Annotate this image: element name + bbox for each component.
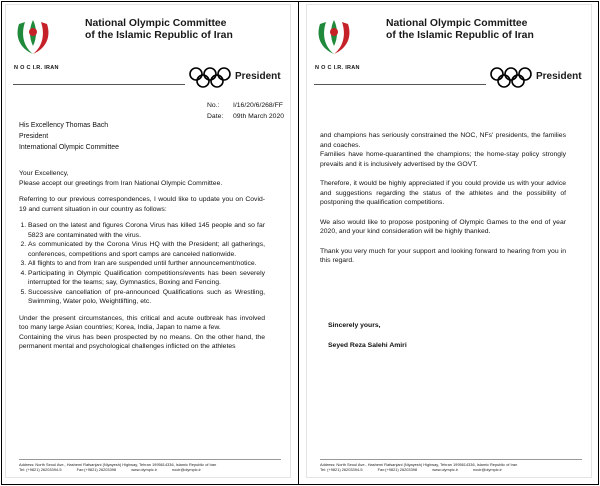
footer	[19, 459, 281, 472]
ref-number-label: No.:	[207, 102, 220, 109]
president-label: President	[235, 71, 281, 82]
paragraph: Thank you very much for your support and looking forward to hearing from you in this regard.	[320, 247, 566, 264]
footer-fax: Fax:(+9821) 26203398	[377, 467, 418, 472]
letter-page-1	[5, 4, 291, 478]
footer-fax: Fax:(+9821) 26203398	[76, 467, 117, 472]
paragraph: Under the present circumstances, this critical and acute outbreak has involved too many large Asian countries; Korea, India, Japan to name a few.	[19, 314, 265, 331]
date-label: Date:	[207, 113, 224, 120]
paragraph: Therefore, it would be highly appreciated if you could provide us with your advice and suggestions regarding the status of the athletes and the possibility of postponing the qualification competitions.	[320, 180, 566, 206]
page-divider	[298, 2, 299, 484]
organization-name	[85, 18, 233, 42]
org-line-1: National Olympic Committee	[85, 18, 227, 29]
org-line-2: of the Islamic Republic of Iran	[85, 30, 233, 41]
footer-address: Address: North Seoul Ave., Hashemi Rafsanjani (Niyayesh) Highway, Tehran 1995614336, Islamic Republic of Iran	[19, 462, 217, 467]
footer-web[interactable]: www.olympic.ir	[131, 467, 157, 472]
olympic-rings-icon	[489, 66, 534, 90]
paragraph: and champions has seriously constrained the NOC, NFs' presidents, the families and coaches.	[320, 132, 566, 149]
date-value: 09th March 2020	[233, 113, 285, 120]
letter-page-2	[306, 4, 592, 478]
footer-web[interactable]: www.olympic.ir	[432, 467, 458, 472]
olympic-rings-icon	[188, 66, 233, 90]
letter-body-2	[320, 131, 566, 266]
footer-email[interactable]: nocir@olympic.ir	[172, 467, 201, 472]
noc-label: N O C I.R. IRAN	[315, 65, 360, 71]
header-rule	[314, 84, 486, 85]
header-rule	[13, 84, 185, 85]
footer-address: Address: North Seoul Ave., Hashemi Rafsanjani (Niyayesh) Highway, Tehran 1995614336, Islamic Republic of Iran	[320, 462, 518, 467]
president-label: President	[536, 71, 582, 82]
list-item: 5. Successive cancellation of pre-announced Qualifications such as Wrestling, Swimming, Water polo, Weightlifting, etc.	[28, 288, 265, 307]
reference-block	[207, 100, 284, 122]
addressee-name: His Excellency Thomas Bach	[19, 122, 109, 129]
list-item: 2. As communicated by the Corona Virus HQ with the President; all gatherings, conferences, competitions and sport camps are canceled nationwide.	[28, 240, 265, 259]
paragraph: We also would like to propose postponing of Olympic Games to the end of year 2020, and your kind consideration will be highly thanked.	[320, 218, 566, 235]
closing: Sincerely yours,	[328, 322, 381, 329]
list-item: 1. Based on the latest and figures Corona Virus has killed 145 people and so far 5823 are contaminated with the virus.	[28, 221, 265, 240]
footer	[320, 459, 582, 472]
list-item: 3. All flights to and from Iran are suspended until further announcement/notice.	[28, 259, 265, 269]
addressee-org: International Olympic Committee	[19, 144, 119, 151]
signatory-name: Seyed Reza Salehi Amiri	[328, 342, 407, 349]
update-list	[19, 221, 265, 307]
footer-tel: Tel: (+9821) 26203394-5	[19, 467, 62, 472]
footer-tel: Tel: (+9821) 26203394-5	[320, 467, 363, 472]
organization-name	[386, 18, 534, 42]
letter-body-1	[19, 169, 265, 352]
salutation: Your Excellency,	[19, 170, 69, 177]
noc-emblem-icon	[314, 14, 354, 62]
paragraph: Containing the virus has been prospected by no means. On the other hand, the permanent mental and psychological challenges inflicted on the athletes	[19, 333, 265, 350]
intro-paragraph: Referring to our previous correspondences, I would like to update you on Covid-19 and current situation in our country as follows:	[19, 196, 265, 213]
footer-email[interactable]: nocir@olympic.ir	[473, 467, 502, 472]
noc-label: N O C I.R. IRAN	[14, 65, 59, 71]
addressee-title: President	[19, 133, 49, 140]
ref-number: I/16/20/6/268/FF	[233, 102, 283, 109]
greeting: Please accept our greetings from Iran National Olympic Committee.	[19, 179, 223, 187]
paragraph: Families have home-quarantined the champions; the home-stay policy strongly prevails and it is inclusively advertised by the GOVT.	[320, 151, 566, 168]
org-line-2: of the Islamic Republic of Iran	[386, 30, 534, 41]
noc-emblem-icon	[13, 14, 53, 62]
addressee-block	[19, 120, 119, 153]
org-line-1: National Olympic Committee	[386, 18, 528, 29]
list-item: 4. Participating in Olympic Qualification competitions/events has been severely interrupted for the teams; say, Gymnastics, Boxing and Fencing.	[28, 269, 265, 288]
